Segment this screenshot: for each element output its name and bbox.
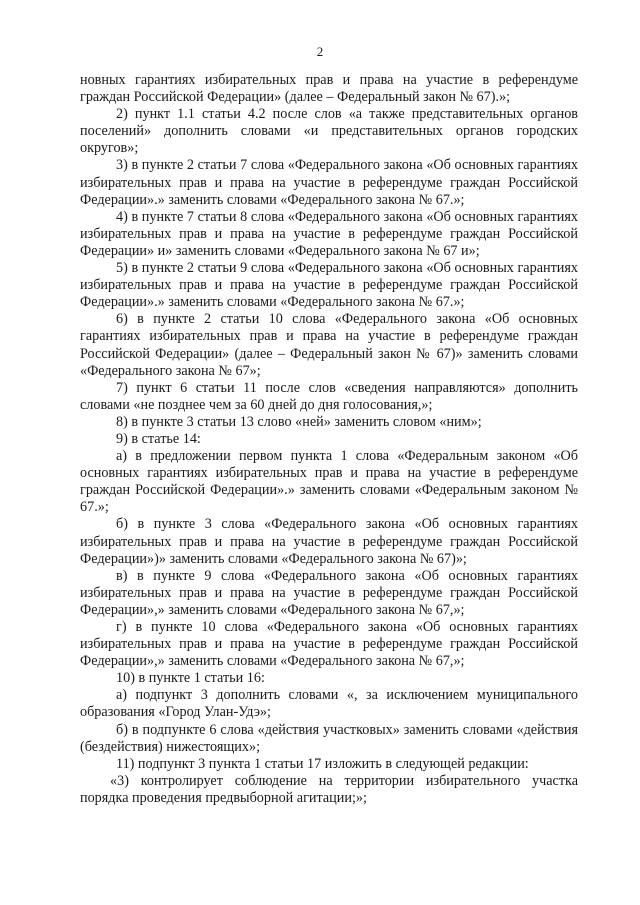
paragraph-item-9g: г) в пункте 10 слова «Федерального закона «Об основных гарантиях избирательных прав и права на участие в референдуме граждан Российской Федерации»,» заменить словами «Федерального закона № 67,»;	[80, 619, 578, 670]
paragraph-item-2: 2) пункт 1.1 статьи 4.2 после слов «а также представительных органов поселений» дополнить словами «и представительных органов городских округов»;	[80, 106, 578, 157]
paragraph-item-6: 6) в пункте 2 статьи 10 слова «Федерального закона «Об основных гарантиях избирательных прав и права на участие в референдуме граждан Российской Федерации» (далее – Федеральный закон № 67)» заменить словами «Федерального закона № 67»;	[80, 311, 578, 379]
paragraph-item-9a: а) в предложении первом пункта 1 слова «Федеральным законом «Об основных гарантиях избирательных прав и права на участие в референдуме граждан Российской Федерации».» заменить словами «Федеральным законом № 67.»;	[80, 448, 578, 516]
paragraph-item-8: 8) в пункте 3 статьи 13 слово «ней» заменить словом «ним»;	[116, 413, 482, 430]
paragraph-item-5: 5) в пункте 2 статьи 9 слова «Федерального закона «Об основных гарантиях избирательных прав и права на участие в референдуме граждан Российской Федерации».» заменить словами «Федерального закона № 67.»;	[80, 260, 578, 311]
paragraph-quoted-text: «3) контролирует соблюдение на территории избирательного участка порядка проведения предвыборной агитации;»;	[80, 772, 578, 806]
paragraph-item-10a: а) подпункт 3 дополнить словами «, за исключением муниципального образования «Город Улан-Удэ»;	[80, 687, 578, 721]
paragraph-item-11: 11) подпункт 3 пункта 1 статьи 17 изложить в следующей редакции:	[116, 755, 529, 772]
page-number: 2	[316, 44, 324, 59]
paragraph-item-3: 3) в пункте 2 статьи 7 слова «Федерального закона «Об основных гарантиях избирательных прав и права на участие в референдуме граждан Российской Федерации».» заменить словами «Федерального закона № 67.»;	[80, 157, 578, 208]
paragraph-item-4: 4) в пункте 7 статьи 8 слова «Федерального закона «Об основных гарантиях избирательных прав и права на участие в референдуме граждан Российской Федерации» и» заменить словами «Федерального закона № 67 и»;	[80, 208, 578, 259]
paragraph-item-9v: в) в пункте 9 слова «Федерального закона «Об основных гарантиях избирательных прав и права на участие в референдуме граждан Российской Федерации»,» заменить словами «Федерального закона № 67,»;	[80, 567, 578, 618]
paragraph-item-10b: б) в подпункте 6 слова «действия участковых» заменить словами «действия (бездействия) нижестоящих»;	[80, 721, 578, 755]
paragraph-item-9: 9) в статье 14:	[116, 430, 201, 447]
paragraph-item-10: 10) в пункте 1 статьи 16:	[116, 670, 265, 687]
paragraph-item-9b: б) в пункте 3 слова «Федерального закона «Об основных гарантиях избирательных прав и права на участие в референдуме граждан Российской Федерации»)» заменить словами «Федерального закона № 67)»;	[80, 516, 578, 567]
paragraph-item-7: 7) пункт 6 статьи 11 после слов «сведения направляются» дополнить словами «не позднее чем за 60 дней до дня голосования,»;	[80, 379, 578, 413]
document-body	[80, 72, 578, 807]
paragraph-continuation: новных гарантиях избирательных прав и права на участие в референдуме граждан Российской Федерации» (далее – Федеральный закон № 67).»;	[80, 72, 578, 106]
